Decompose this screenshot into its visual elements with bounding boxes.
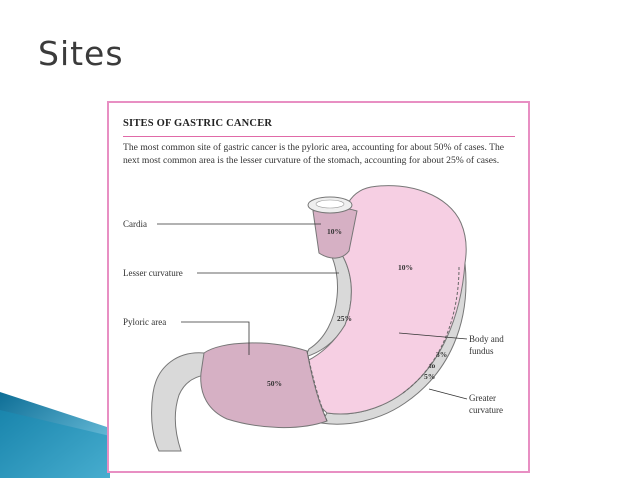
- pct-greater-b: to: [429, 361, 436, 370]
- label-body-fundus-1: Body and: [469, 334, 504, 344]
- figure-description: The most common site of gastric cancer is the pyloric area, accounting for about 50% of cases. The next most common area is the lesser curvature of the stomach, accounting for about 25% of cases.: [123, 142, 505, 166]
- pyloric-area-shape: [201, 343, 327, 428]
- esophagus-lumen: [316, 200, 344, 208]
- pct-lesser: 25%: [337, 314, 352, 323]
- pct-body: 10%: [398, 263, 413, 272]
- gastric-cancer-figure: [107, 101, 530, 473]
- label-body-fundus-2: fundus: [469, 346, 494, 356]
- figure-heading: SITES OF GASTRIC CANCER: [123, 118, 273, 129]
- label-cardia: Cardia: [123, 219, 147, 229]
- label-lesser-curvature: Lesser curvature: [123, 268, 183, 278]
- slide-title: Sites: [38, 34, 124, 73]
- greater-leader: [429, 389, 467, 399]
- duodenum-shape: [152, 353, 209, 451]
- corner-decoration: [0, 392, 110, 478]
- pct-greater-a: 3%: [436, 350, 448, 359]
- label-greater-curvature-2: curvature: [469, 405, 503, 415]
- pct-greater-c: 5%: [424, 372, 436, 381]
- pct-pyloric: 50%: [267, 379, 282, 388]
- label-greater-curvature-1: Greater: [469, 393, 496, 403]
- stomach-diagram: [109, 103, 528, 471]
- pct-cardia: 10%: [327, 227, 342, 236]
- label-pyloric-area: Pyloric area: [123, 317, 167, 327]
